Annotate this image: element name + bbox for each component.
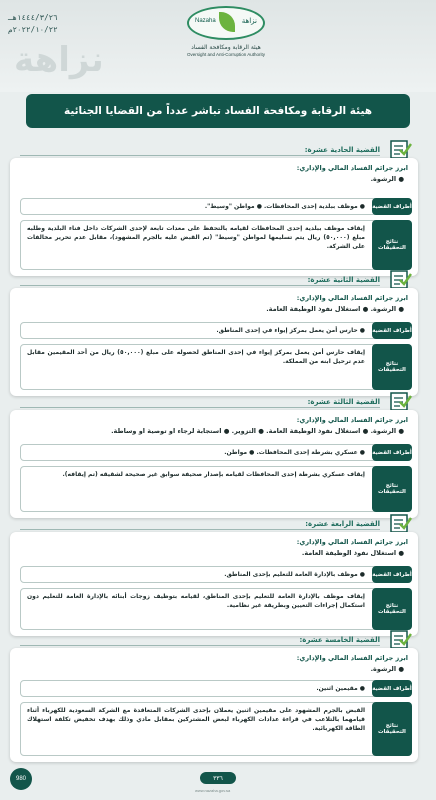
background-watermark: نزاهة <box>14 40 104 80</box>
parties-text: ● حارس أمن يعمل بمركز إيواء في إحدى المناطق. <box>216 327 365 334</box>
case-card <box>10 158 418 276</box>
leaf-icon <box>219 12 235 32</box>
page-number: ٣٣٦ <box>200 772 236 784</box>
crimes-heading: ابرز جرائم الفساد المالي والإداري: <box>296 538 408 546</box>
case-card <box>10 532 418 636</box>
crimes-list: ● الرشوة. <box>370 665 404 673</box>
website-url[interactable]: www.nazaha.gov.sa <box>195 788 231 793</box>
case-title: القضية الثانية عشرة: <box>20 276 380 286</box>
results-label: نتائج التحقيقات <box>372 344 412 390</box>
checklist-icon <box>388 628 412 650</box>
parties-row <box>20 322 412 339</box>
results-row <box>20 588 412 630</box>
crimes-list: ● الرشوة. ● استغلال نفوذ الوظيفة العامة. ● التزوير. ● استجابة لرجاء او توصية او وساطة. <box>111 427 404 435</box>
parties-row <box>20 680 412 697</box>
crimes-list: ● استغلال نفوذ الوظيفة العامة. <box>301 549 404 557</box>
results-label: نتائج التحقيقات <box>372 588 412 630</box>
date-gregorian: ٢٠٢٢/١٠/٢٢م <box>8 25 58 34</box>
case-14 <box>10 520 418 632</box>
checklist-icon <box>388 512 412 534</box>
nazaha-logo <box>176 6 276 78</box>
logo-name-ar: هيئة الرقابة ومكافحة الفساد <box>191 44 261 51</box>
crimes-heading: ابرز جرائم الفساد المالي والإداري: <box>296 164 408 172</box>
crimes-heading: ابرز جرائم الفساد المالي والإداري: <box>296 416 408 424</box>
crimes-heading: ابرز جرائم الفساد المالي والإداري: <box>296 294 408 302</box>
case-13 <box>10 398 418 516</box>
crimes-list: ● الرشوة. ● استغلال نفوذ الوظيفة العامة. <box>266 305 404 313</box>
results-row <box>20 344 412 390</box>
parties-row <box>20 198 412 215</box>
parties-label: أطراف القضية <box>372 566 412 583</box>
logo-ar-short: نزاهة <box>241 17 257 25</box>
hotline-phone-icon: 980 <box>10 768 32 790</box>
logo-emblem <box>187 6 265 40</box>
results-label: نتائج التحقيقات <box>372 466 412 512</box>
results-row <box>20 466 412 512</box>
logo-name-en: Oversight and Anti-Corruption Authority <box>186 52 266 57</box>
parties-row <box>20 444 412 461</box>
parties-text: ● مقيمين اثنين. <box>316 685 365 692</box>
footer <box>0 762 436 800</box>
date-block <box>8 12 58 36</box>
results-text: إيقاف موظف بالإدارة العامة للتعليم بإحدى المناطق، لقيامه بتوظيف زوجات أبنائه بالإدارة العامة للتعليم دون استكمال إجراءات التعيين وبطريقة غير نظامية. <box>27 593 365 609</box>
case-title: القضية الخامسة عشرة: <box>20 636 380 646</box>
results-text: القبض بالجرم المشهود على مقيمين اثنين يعملان بإحدى الشركات المتعاقدة مع الشركة السعودية للكهرباء أثناء قيامهما بالتلاعب في قراءة عدادات الكهرباء لبعض المشتركين بمقابل مادي وذلك بهدف تخفيض تكلفة استهلاك الطاقة الكهربائية. <box>27 707 365 732</box>
logo-en-short: Nazaha <box>195 18 216 24</box>
parties-text: ● موظف بالإدارة العامة للتعليم بإحدى المناطق. <box>224 571 365 578</box>
case-card <box>10 288 418 396</box>
parties-row <box>20 566 412 583</box>
case-12 <box>10 276 418 394</box>
parties-text: ● موظف ببلدية إحدى المحافظات. ● مواطن "وسيط". <box>204 203 365 210</box>
case-card <box>10 648 418 762</box>
parties-label: أطراف القضية <box>372 680 412 697</box>
checklist-icon <box>388 268 412 290</box>
parties-label: أطراف القضية <box>372 198 412 215</box>
parties-label: أطراف القضية <box>372 444 412 461</box>
parties-label: أطراف القضية <box>372 322 412 339</box>
case-title: القضية الثالثة عشرة: <box>20 398 380 408</box>
results-row <box>20 702 412 756</box>
results-label: نتائج التحقيقات <box>372 702 412 756</box>
case-title: القضية الرابعة عشرة: <box>20 520 380 530</box>
results-label: نتائج التحقيقات <box>372 220 412 270</box>
crimes-heading: ابرز جرائم الفساد المالي والإداري: <box>296 654 408 662</box>
results-text: إيقاف عسكري بشرطة إحدى المحافظات لقيامه بإصدار صحيفة سوابق غير صحيحة لشقيقه (تم إيقافه). <box>62 471 365 478</box>
results-text: إيقاف موظف ببلدية إحدى المحافظات لقيامه بالتحفظ على معدات تابعة لإحدى الشركات داخل فناء البلدية وطلبه مبلغ (٥٠,٠٠٠) ريال يتم تسليمها لمواطن "وسيط" (تم القبض عليه بالجرم المشهود)، مقابل عدم تحرير مخالفات على الشركة. <box>27 225 365 250</box>
crimes-list: ● الرشوة. <box>370 175 404 183</box>
header <box>0 0 436 92</box>
results-row <box>20 220 412 270</box>
case-11 <box>10 146 418 274</box>
date-hijri: ١٤٤٤/٣/٢٦هـ <box>8 13 58 22</box>
checklist-icon <box>388 138 412 160</box>
page-title: هيئة الرقابة ومكافحة الفساد تباشر عدداً من القضايا الجنائية <box>26 94 410 128</box>
results-text: إيقاف حارس أمن يعمل بمركز إيواء في إحدى المناطق لحصوله على مبلغ (٥٠,٠٠٠) ريال من أحد المقيمين مقابل عدم ترحيل ابنه من المملكة. <box>27 349 365 365</box>
case-title: القضية الحادية عشرة: <box>20 146 380 156</box>
case-15 <box>10 636 418 762</box>
case-card <box>10 410 418 518</box>
checklist-icon <box>388 390 412 412</box>
parties-text: ● عسكري بشرطة إحدى المحافظات. ● مواطن. <box>224 449 365 456</box>
